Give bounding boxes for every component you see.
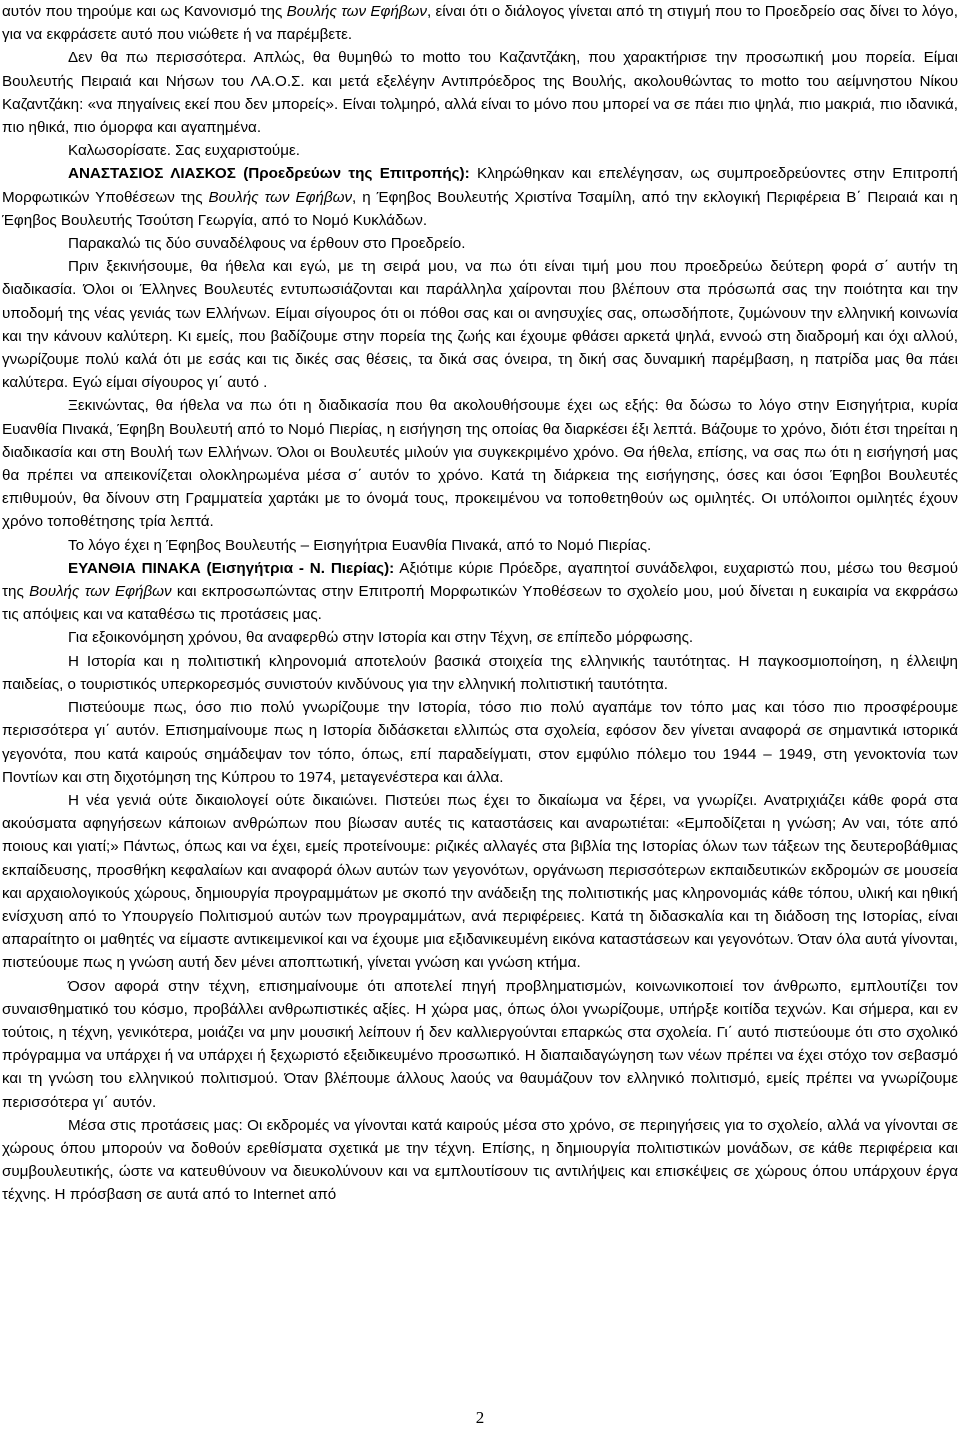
paragraph-p03 [2, 139, 958, 162]
paragraph-p06 [2, 255, 958, 394]
paragraph-p14 [2, 975, 958, 1114]
text-run: Καλωσορίσατε. Σας ευχαριστούμε. [68, 142, 300, 160]
paragraph-p02 [2, 46, 958, 139]
paragraph-p05 [2, 232, 958, 255]
text-run: Κληρώθηκαν και επελέγησαν, ως συμπροεδρεύοντες στην Επιτροπή Μορφωτικών Υποθέσεων της [2, 165, 958, 206]
paragraph-p15 [2, 1114, 958, 1207]
paragraph-p13 [2, 789, 958, 975]
text-run: αυτόν που τηρούμε και ως Κανονισμό της [2, 3, 287, 20]
text-run: Παρακαλώ τις δύο συναδέλφους να έρθουν στο Προεδρείο. [68, 235, 466, 253]
paragraph-p07 [2, 394, 958, 533]
paragraph-p09 [2, 557, 958, 627]
speaker-name: ΕΥΑΝΘΙΑ ΠΙΝΑΚΑ (Εισηγήτρια - Ν. Πιερίας): [68, 559, 395, 577]
text-run: , η Έφηβος Βουλευτής Χριστίνα Τσαμίλη, από την εκλογική Περιφέρεια Β΄ Πειραιά και η Έφηβος Βουλευτής Τσούτση Γεωργία, από το Νομό Κυκλάδων. [2, 188, 958, 229]
text-run: Η Ιστορία και η πολιτιστική κληρονομιά αποτελούν βασικά στοιχεία της ελληνικής ταυτότητας. Η παγκοσμιοποίηση, η έλλειψη παιδείας, ο τουριστικός υπερκορεσμός συνιστούν κινδύνους για την ελληνική πολιτιστική ταυτότητα. [2, 652, 958, 693]
text-run: , είναι ότι ο διάλογος γίνεται από τη στιγμή που το Προεδρείο σας δίνει το λόγο, για να εκφράσετε αυτό που νιώθετε ή να παρέμβετε. [2, 3, 958, 44]
speaker-name: ΑΝΑΣΤΑΣΙΟΣ ΛΙΑΣΚΟΣ (Προεδρεύων της Επιτροπής): [68, 165, 470, 183]
page-number: 2 [475, 1408, 485, 1427]
text-run: Το λόγο έχει η Έφηβος Βουλευτής – Εισηγήτρια Ευανθία Πινακά, από το Νομό Πιερίας. [68, 536, 652, 554]
text-run: Αξιότιμε κύριε Πρόεδρε, αγαπητοί συνάδελφοι, ευχαριστώ που, μέσω του θεσμού της [2, 559, 958, 601]
paragraph-p08 [2, 534, 958, 557]
text-run: Για εξοικονόμηση χρόνου, θα αναφερθώ στην Ιστορία και στην Τέχνη, σε επίπεδο μόρφωσης. [68, 629, 694, 647]
text-run: Δεν θα πω περισσότερα. Απλώς, θα θυμηθώ το motto του Καζαντζάκη, που χαρακτήρισε την προσωπική μου πορεία. Είμαι Βουλευτής Πειραιά και Νήσων του ΛΑ.Ο.Σ. και μετά εξελέγην Αντιπρόεδρος της Βουλής, ακολουθώντας το motto του αείμνηστου Νίκου Καζαντζάκη: «να πηγαίνεις εκεί που δεν μπορείς». Είναι τολμηρό, αλλά είναι το μόνο που μπορεί να σε πάει πιο ψηλά, πιο μακριά, πιο ιδανικά, πιο ηθικά, πιο όμορφα και αγαπημένα. [2, 49, 958, 137]
paragraph-p10 [2, 626, 958, 649]
text-run: Ξεκινώντας, θα ήθελα να πω ότι η διαδικασία που θα ακολουθήσουμε έχει ως εξής: θα δώσω το λόγο στην Εισηγήτρια, κυρία Ευανθία Πινακά, Έφηβη Βουλευτή από το Νομό Πιερίας, η εισήγηση της οποίας θα διαρκέσει έξι λεπτά. Βάζουμε το χρόνο, διότι έτσι τηρείται η διαδικασία και στη Βουλή των Ελλήνων. Όλοι οι Βουλευτές μιλούν για συγκεκριμένο χρόνο. Θα ήθελα, επίσης, να σας πω ότι η εισήγησή μας θα πρέπει να απεικονίζεται ολοκληρωμένα μέσα σ΄ αυτόν το χρόνο. Κατά τη διάρκεια της εισήγησης, όσες και όσοι Έφηβοι Βουλευτές επιθυμούν, θα δίνουν στη Γραμματεία χαρτάκι με το όνομά τους, προκειμένου να τοποθετηθούν ως ομιλητές. Οι υπόλοιποι ομιλητές έχουν χρόνο τοποθέτησης τρία λεπτά. [2, 397, 958, 531]
paragraph-p01 [2, 0, 958, 46]
text-run: Μέσα στις προτάσεις μας: Οι εκδρομές να γίνονται κατά καιρούς μέσα στο χρόνο, σε περιηγήσεις για το σχολείο, αλλά να γίνονται σε χώρους όπου μπορούν να δοθούν ερεθίσματα σχετικά με την τέχνη. Επίσης, η δημιουργία πολιτιστικών μονάδων, σε κάθε περιφέρεια και συμβουλευτικής, ώστε να κατευθύνουν να διευκολύνουν και να εμπλουτίσουν τις αντιλήψεις και επισκέψεις σε χώρους όπου υπάρχουν έργα τέχνης. Η πρόσβαση σε αυτά από το Internet από [2, 1116, 958, 1204]
text-run: Όσον αφορά στην τέχνη, επισημαίνουμε ότι αποτελεί πηγή προβληματισμών, κοινωνικοποιεί τον άνθρωπο, εμπλουτίζει τον συναισθηματικό του κόσμο, προβάλλει ανθρωπιστικές αξίες. Η χώρα μας, όπως όλοι γνωρίζουμε, υπήρξε κοιτίδα τεχνών. Και σήμερα, και εν τούτοις, η τέχνη, γενικότερα, μοιάζει να μην μουσική λείπουν ή δεν καλλιεργούνται επαρκώς στα σχολεία. Γι΄ αυτό πιστεύουμε ότι στο σχολικό πρόγραμμα να υπάρχει ή να υπάρχει ή ξεχωριστό εξειδικευμένο προσωπικό. Η διαπαιδαγώγηση των νέων πρέπει να έχει στόχο τον σεβασμό και τη γνώση του ελληνικού πολιτισμού. Όταν βλέπουμε άλλους λαούς να θαυμάζουν τον ελληνικό πολιτισμό, εμείς πρέπει να γνωρίζουμε περισσότερα γι΄ αυτόν. [2, 977, 958, 1111]
paragraph-p11 [2, 650, 958, 696]
italic-term: Βουλής των Εφήβων [29, 583, 172, 601]
text-run: και εκπροσωπώντας στην Επιτροπή Μορφωτικών Υποθέσεων το σχολείο μου, μού δίνεται η ευκαιρία να εκφράσω τις απόψεις και να καταθέσω τις προτάσεις μας. [2, 583, 958, 624]
paragraph-p04 [2, 162, 958, 232]
italic-term: Βουλής των Εφήβων [286, 3, 427, 20]
text-run: Η νέα γενιά ούτε δικαιολογεί ούτε δικαιώνει. Πιστεύει πως έχει το δικαίωμα να ξέρει, να γνωρίζει. Ανατριχιάζει κάθε φορά στα ακούσματα αφηγήσεων κάποιων ανθρώπων που βίωσαν αυτές τις καταστάσεις και αναρωτιέται: «Εμποδίζεται η γνώση; Αν ναι, τότε από ποιους και γιατί;» Πάντως, όπως και να έχει, εμείς προτείνουμε: ριζικές αλλαγές στα βιβλία της Ιστορίας όλων των τάξεων της δευτεροβάθμιας εκπαίδευσης, προσθήκη κεφαλαίων και αναφορά όλων αυτών των γεγονότων, οργάνωση περισσότερων εκπαιδευτικών εκδρομών σε μουσεία και αρχαιολογικούς χώρους, δημιουργία προγραμμάτων με σκοπό την ανάδειξη της πολιτιστικής μας κληρονομιάς κάθε τόπου, υλική και ηθική ενίσχυση από το Υπουργείο Πολιτισμού αυτών των προγραμμάτων, ανά περιφέρειες. Κατά τη διδασκαλία και τη διάδοση της Ιστορίας, είναι απαραίτητο οι μαθητές να είμαστε αντικειμενικοί και να έχουμε μια εξιδανικευμένη εικόνα καταστάσεων και γεγονότων. Όταν όλα αυτά γίνονται, πιστεύουμε πως η γνώση αυτή δεν μένει αποπτωτική, γίνεται γνώση και γνώση κτήμα. [2, 791, 958, 972]
text-run: Πριν ξεκινήσουμε, θα ήθελα και εγώ, με τη σειρά μου, να πω ότι είναι τιμή μου που προεδρεύω δεύτερη φορά σ΄ αυτήν τη διαδικασία. Όλοι οι Έλληνες Βουλευτές εντυπωσιάζονται και παράλληλα χαίρονται που βλέπουν στα πρόσωπά σας την ποιότητα και την υποδομή της νέας γενιάς των Ελλήνων. Είμαι σίγουρος ότι οι πόθοι σας και οι ανησυχίες σας, οπωσδήποτε, ζυμώνουν την ελληνική κοινωνία και την κάνουν καλύτερη. Κι εμείς, που βαδίζουμε στην πορεία της ζωής και έχουμε φθάσει αρκετά ψηλά, εννοώ στη διαδρομή και όχι αλλού, γνωρίζουμε πολύ καλά ότι με εσάς και τις δικές σας θέσεις, τα δικά σας όνειρα, τη δική σας δυναμική παρέμβαση, η πατρίδα μας θα πάει καλύτερα. Εγώ είμαι σίγουρος γι΄ αυτό . [2, 258, 958, 392]
paragraph-p12 [2, 696, 958, 789]
italic-term: Βουλής των Εφήβων [208, 188, 353, 206]
text-run: Πιστεύουμε πως, όσο πιο πολύ γνωρίζουμε την Ιστορία, τόσο πιο πολύ αγαπάμε τον τόπο μας και τόσο πιο προσφέρουμε περισσότερα γι΄ αυτόν. Επισημαίνουμε πως η Ιστορία διδάσκεται ελλιπώς στα σχολεία, εφόσον δεν γίνεται αναφορά σε σημαντικά ιστορικά γεγονότα, που κατά καιρούς σημάδεψαν τον τόπο, όπως, επί παραδείγματι, στον εμφύλιο πόλεμο του 1944 – 1949, στη γενοκτονία των Ποντίων και στη διχοτόμηση της Κύπρου το 1974, μεταγενέστερα και άλλα. [2, 699, 958, 786]
